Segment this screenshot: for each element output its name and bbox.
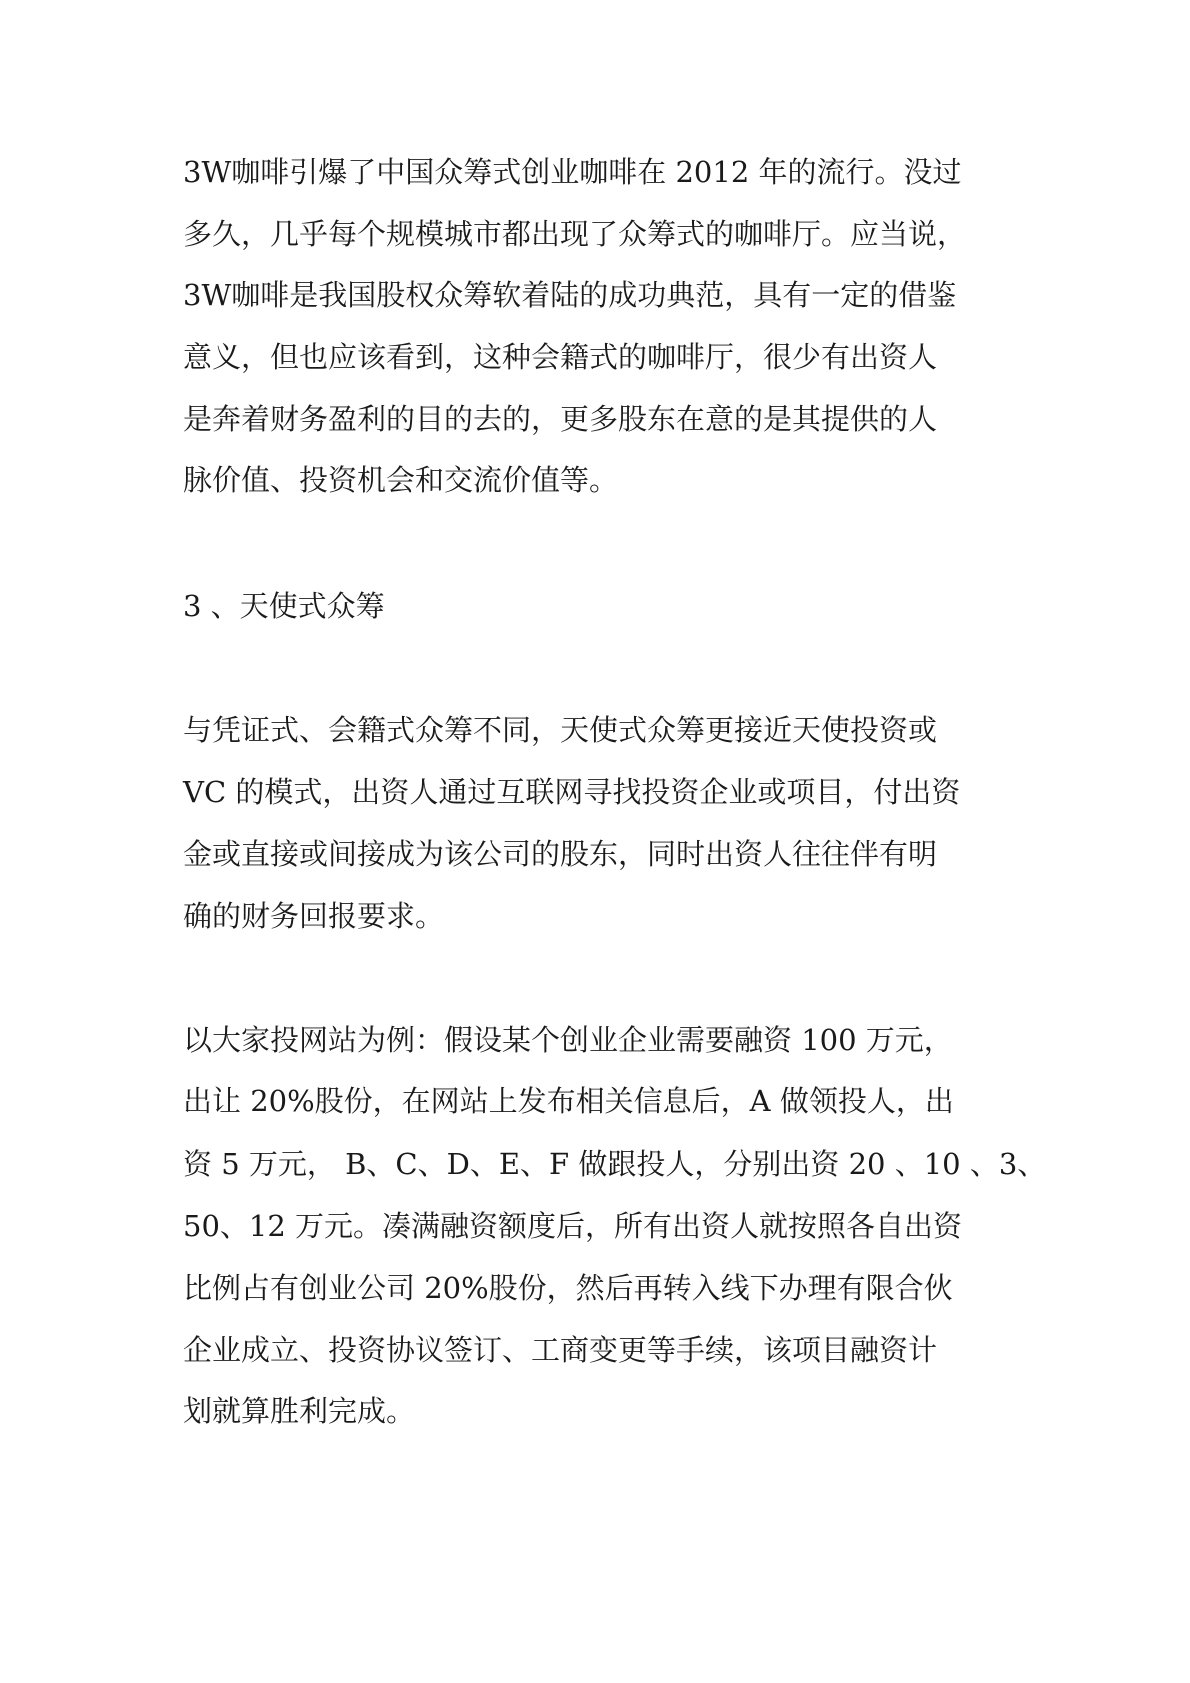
text-line: VC 的模式，出资人通过互联网寻找投资企业或项目，付出资: [183, 775, 961, 809]
text-line: 资 5 万元， B、C、D、E、F 做跟投人，分别出资 20 、10 、3、: [183, 1147, 1047, 1181]
text-line: 划就算胜利完成。: [183, 1394, 416, 1428]
text-line: 脉价值、投资机会和交流价值等。: [183, 463, 619, 497]
text-line: 与凭证式、会籍式众筹不同，天使式众筹更接近天使投资或: [183, 713, 938, 747]
text-line: 3W咖啡引爆了中国众筹式创业咖啡在 2012 年的流行。没过: [183, 155, 962, 189]
text-line: 比例占有创业公司 20%股份，然后再转入线下办理有限合伙: [183, 1271, 953, 1305]
text-line: 以大家投网站为例：假设某个创业企业需要融资 100 万元，: [183, 1023, 953, 1057]
text-line: 意义，但也应该看到，这种会籍式的咖啡厅，很少有出资人: [183, 340, 938, 374]
text-line: 3W咖啡是我国股权众筹软着陆的成功典范，具有一定的借鉴: [183, 278, 957, 312]
section-heading: 3 、天使式众筹: [183, 589, 385, 623]
text-line: 是奔着财务盈利的目的去的，更多股东在意的是其提供的人: [183, 402, 938, 436]
text-line: 确的财务回报要求。: [183, 899, 445, 933]
text-line: 金或直接或间接成为该公司的股东，同时出资人往往伴有明: [183, 837, 938, 871]
text-line: 50、12 万元。凑满融资额度后，所有出资人就按照各自出资: [183, 1209, 963, 1243]
text-line: 多久，几乎每个规模城市都出现了众筹式的咖啡厅。应当说，: [183, 217, 967, 251]
text-line: 出让 20%股份，在网站上发布相关信息后，A 做领投人，出: [183, 1084, 954, 1118]
text-line: 企业成立、投资协议签订、工商变更等手续，该项目融资计: [183, 1333, 938, 1367]
